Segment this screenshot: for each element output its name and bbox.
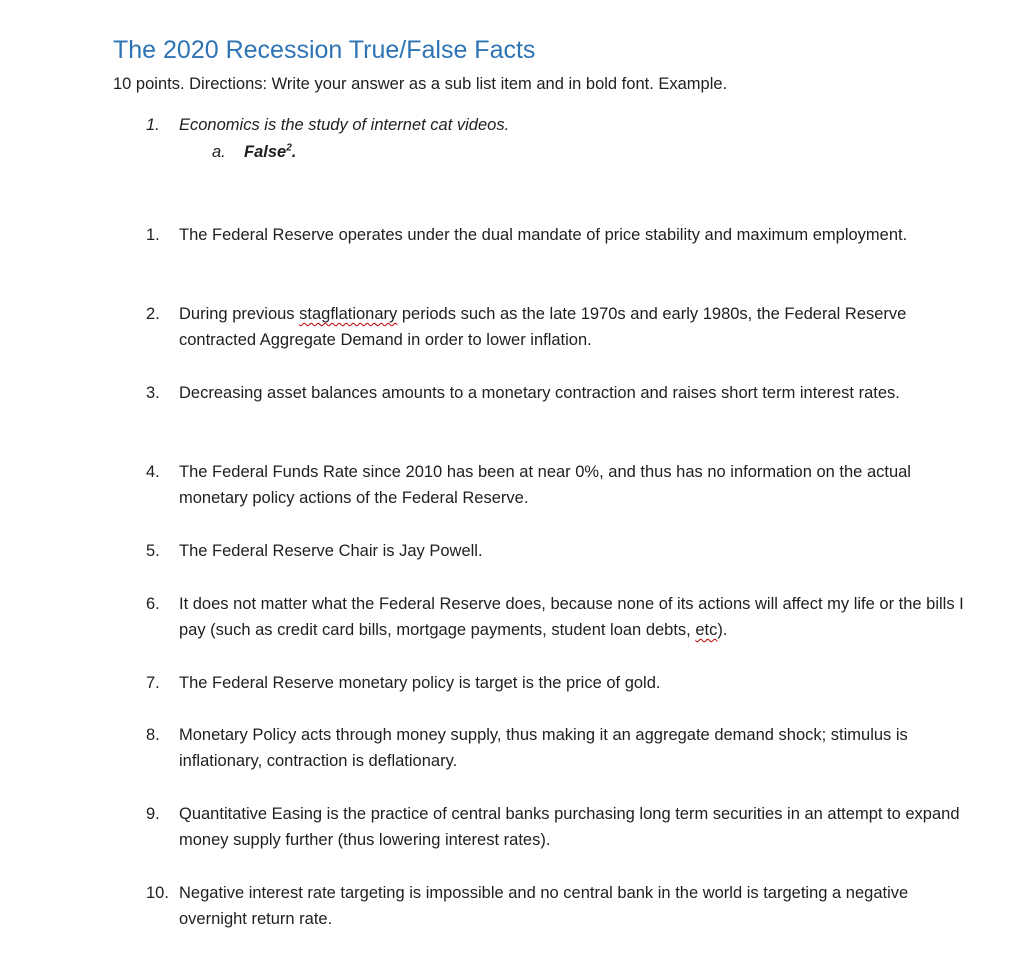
example-answer-superscript: 2 [286, 142, 292, 153]
question-text-part: It does not matter what the Federal Reserve does, because none of its actions will affect my life or the bills I pay (such as credit card bills, mortgage payments, student loan debts, [179, 595, 964, 639]
question-number: 4. [146, 463, 160, 481]
directions-text: 10 points. Directions: Write your answer as a sub list item and in bold font. Example. [113, 75, 728, 93]
question-number: 7. [146, 674, 160, 692]
question-item [146, 722, 976, 774]
question-item [146, 222, 976, 248]
example-item [146, 116, 509, 135]
example-number: 1. [146, 116, 160, 134]
question-number: 3. [146, 384, 160, 402]
question-text-part: periods such as the late 1970s and early 1980s, the Federal Reserve contracted Aggregate Demand in order to lower inflation. [179, 305, 907, 349]
question-text: Decreasing asset balances amounts to a monetary contraction and raises short term interest rates. [179, 384, 900, 402]
question-number: 5. [146, 542, 160, 560]
example-answer-item [212, 142, 296, 162]
question-text: Negative interest rate targeting is impossible and no central bank in the world is targeting a negative overnight return rate. [179, 884, 909, 928]
question-text: The Federal Funds Rate since 2010 has been at near 0%, and thus has no information on the actual monetary policy actions of the Federal Reserve. [179, 463, 911, 507]
example-statement: Economics is the study of internet cat videos. [179, 116, 510, 134]
question-text [179, 301, 976, 353]
question-item [146, 670, 976, 696]
question-number: 1. [146, 226, 160, 244]
question-text: Monetary Policy acts through money supply, thus making it an aggregate demand shock; stimulus is inflationary, contraction is deflationary. [179, 726, 908, 770]
example-answer [244, 143, 296, 161]
question-text: The Federal Reserve monetary policy is target is the price of gold. [179, 674, 661, 692]
question-number: 6. [146, 595, 160, 613]
question-text [179, 591, 976, 643]
question-item [146, 538, 976, 564]
question-text-part: During previous [179, 305, 300, 323]
example-sub-letter: a. [212, 142, 226, 161]
question-text: The Federal Reserve Chair is Jay Powell. [179, 542, 483, 560]
question-item [146, 801, 976, 853]
question-number: 8. [146, 726, 160, 744]
question-text: The Federal Reserve operates under the dual mandate of price stability and maximum employment. [179, 226, 908, 244]
question-item [146, 380, 976, 406]
document-title: The 2020 Recession True/False Facts [113, 36, 536, 64]
question-text-part: ). [717, 621, 728, 639]
question-number: 10. [146, 884, 169, 902]
example-answer-suffix: . [291, 142, 297, 161]
question-text: Quantitative Easing is the practice of central banks purchasing long term securities in an attempt to expand money supply further (thus lowering interest rates). [179, 805, 960, 849]
spellcheck-word: etc [695, 621, 718, 639]
question-item [146, 459, 976, 511]
question-number: 9. [146, 805, 160, 823]
question-item [146, 591, 976, 643]
question-item [146, 880, 976, 932]
example-answer-text: False [244, 142, 287, 161]
question-number: 2. [146, 305, 160, 323]
spellcheck-word: stagflationary [299, 305, 398, 323]
question-item [146, 301, 976, 353]
